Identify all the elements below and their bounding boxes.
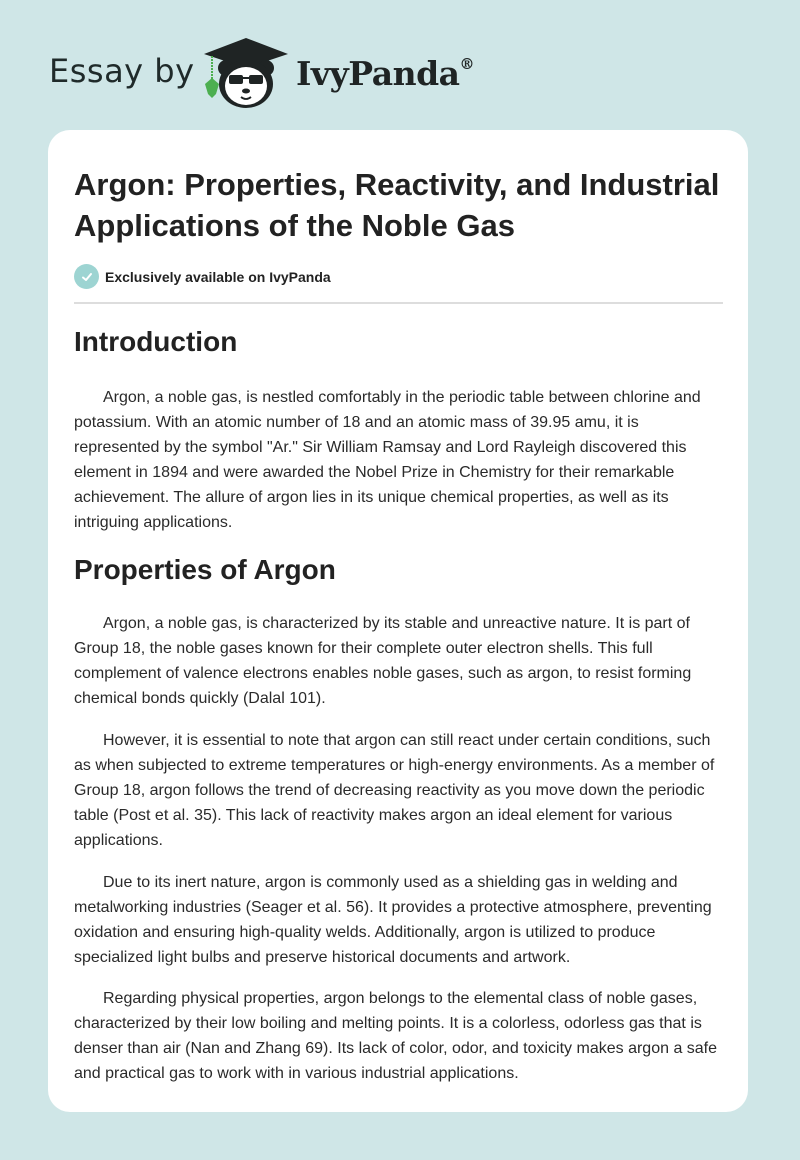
paragraph: Due to its inert nature, argon is commonly used as a shielding gas in welding and metalworking industries (Seager et al. 56). It provides a protective atmosphere, preventing oxidation and ensuring high-quality welds. Additionally, argon is utilized to produce specialized light bulbs and preserve historical documents and artwork. [74, 874, 712, 966]
brand-text: IvyPanda [296, 54, 460, 93]
panda-graduate-cap-icon[interactable] [200, 34, 292, 110]
exclusive-badge [74, 264, 331, 289]
section-heading-properties: Properties of Argon [74, 554, 336, 585]
section-heading-introduction: Introduction [74, 326, 238, 357]
brand-name[interactable] [296, 54, 474, 93]
paragraph: However, it is essential to note that argon can still react under certain conditions, such as when subjected to extreme temperatures or high-energy environments. As a member of Group 18, argon follows the trend of decreasing reactivity as you move down the periodic table (Post et al. 35). This lack of reactivity makes argon an ideal element for various applications. [74, 732, 715, 849]
check-circle-icon [74, 264, 99, 289]
paragraph: Argon, a noble gas, is nestled comfortably in the periodic table between chlorine and potassium. With an atomic number of 18 and an atomic mass of 39.95 amu, it is represented by the symbol "Ar." Sir William Ramsay and Lord Rayleigh discovered this element in 1894 and were awarded the Nobel Prize in Chemistry for their remarkable achievement. The allure of argon lies in its unique chemical properties, as well as its intriguing applications. [74, 389, 701, 531]
exclusive-text: Exclusively available on IvyPanda [105, 268, 331, 285]
article-card [48, 130, 748, 1112]
site-header [0, 0, 800, 130]
registered-mark: ® [459, 55, 475, 73]
paragraph: Argon, a noble gas, is characterized by its stable and unreactive nature. It is part of Group 18, the noble gases known for their complete outer electron shells. This full complement of valence electrons enables noble gases, such as argon, to resist forming chemical bonds quickly (Dalal 101). [74, 615, 692, 707]
divider [74, 302, 723, 304]
essay-by-label: Essay by [49, 52, 195, 90]
paragraph: Regarding physical properties, argon belongs to the elemental class of noble gases, characterized by their low boiling and melting points. It is a colorless, odorless gas that is denser than air (Nan and Zhang 69). Its lack of color, odor, and toxicity makes argon a safe and practical gas to work with in various industrial applications. [74, 990, 718, 1082]
article-title: Argon: Properties, Reactivity, and Industrial Applications of the Noble Gas [74, 167, 720, 243]
